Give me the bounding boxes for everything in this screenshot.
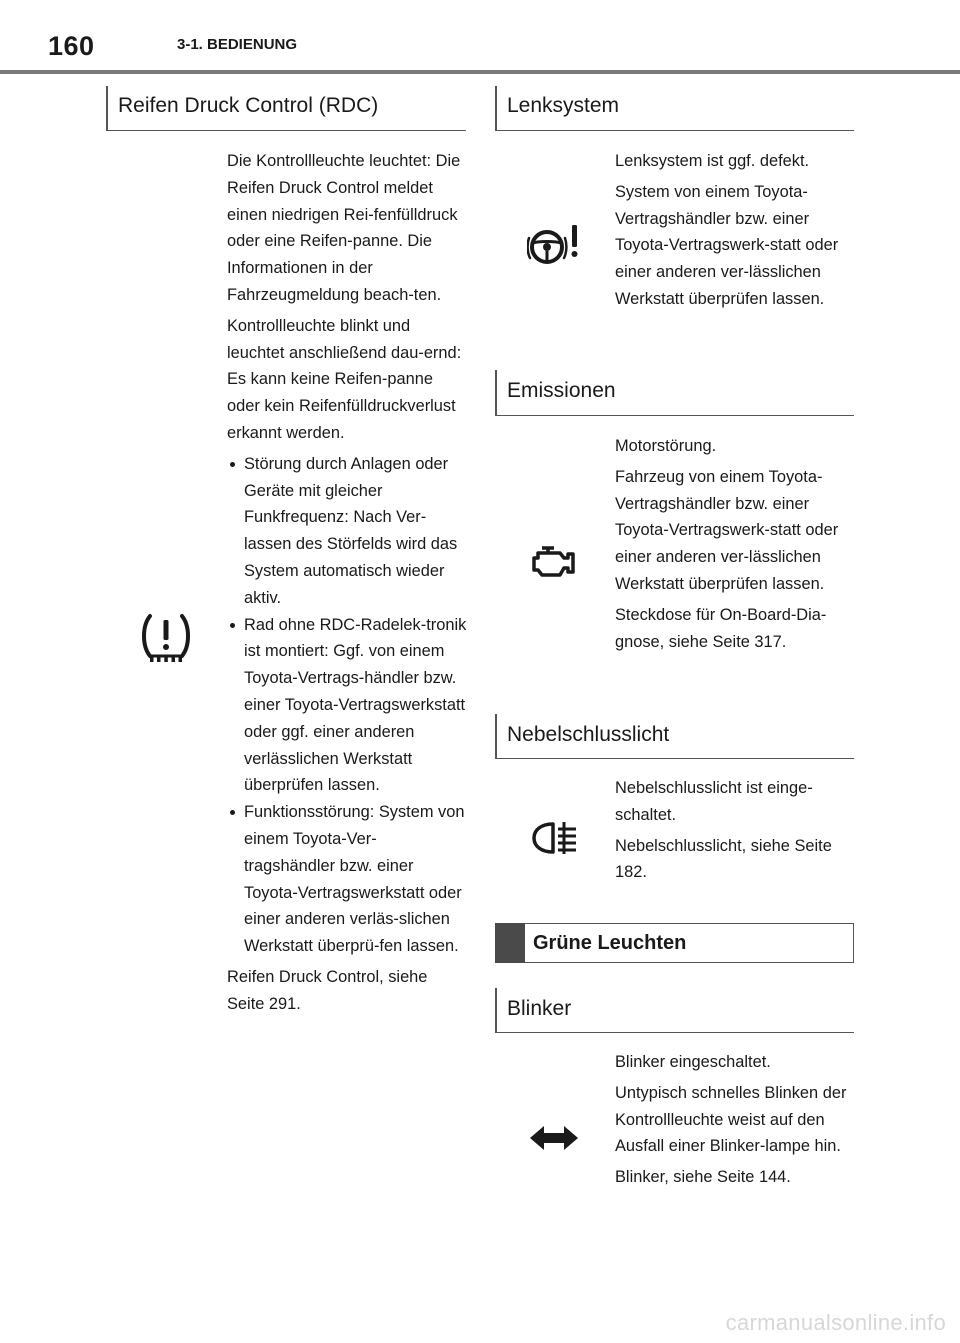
nebel-paragraph: Nebelschlusslicht, siehe Seite 182. <box>615 836 832 882</box>
rdc-heading-text: Reifen Druck Control (RDC) <box>118 94 379 117</box>
header-divider <box>0 70 960 74</box>
list-item: Rad ohne RDC-Radelek-tronik ist montiert: Ggf. von einem Toyota-Vertrags-händler bzw. einer Toyota-Vertragswerkstatt oder ggf. einer anderen verlässlichen Werkstatt überprüfen lassen. <box>227 612 467 800</box>
list-item: Störung durch Anlagen oder Geräte mit gleicher Funkfrequenz: Nach Ver-lassen des Störfelds wird das System automatisch wieder aktiv. <box>227 451 467 612</box>
page-number: 160 <box>48 31 95 61</box>
rdc-paragraph: Kontrollleuchte blinkt und leuchtet anschließend dau-ernd: Es kann keine Reifen-panne oder kein Reifenfülldruckverlust erkannt werden. <box>227 316 462 442</box>
lenksystem-paragraph: Lenksystem ist ggf. defekt. <box>615 152 810 170</box>
emissionen-paragraph: Motorstörung. <box>615 437 717 455</box>
nebel-heading-text: Nebelschlusslicht <box>507 723 670 746</box>
nebel-paragraph: Nebelschlusslicht ist einge-schaltet. <box>615 779 813 824</box>
section-marker <box>495 923 525 963</box>
section-heading-green-lights <box>495 923 854 963</box>
rear-fog-light-icon <box>531 820 579 856</box>
rdc-heading <box>106 86 466 131</box>
tire-pressure-warning-icon <box>140 612 192 664</box>
lenksystem-heading-text: Lenksystem <box>507 94 620 117</box>
engine-check-icon <box>530 545 576 579</box>
blinker-paragraph: Blinker eingeschaltet. <box>615 1053 771 1071</box>
turn-signal-arrows-icon <box>528 1124 580 1152</box>
rdc-paragraph: Die Kontrollleuchte leuchtet: Die Reifen Druck Control meldet einen niedrigen Rei-fenfülldruck oder eine Reifen-panne. Die Informationen in der Fahrzeugmeldung beach-ten. <box>227 152 461 304</box>
blinker-body <box>615 1049 847 1195</box>
list-item: Funktionsstörung: System von einem Toyota-Ver-tragshändler bzw. einer Toyota-Vertragswerkstatt oder einer anderen verläs-slichen Werkstatt überprü-fen lassen. <box>227 799 467 960</box>
blinker-heading <box>495 988 854 1033</box>
watermark: carmanualsonline.info <box>725 1310 946 1335</box>
chapter-title: 3-1. BEDIENUNG <box>177 36 298 53</box>
lenksystem-body <box>615 148 847 317</box>
rdc-bullet-list <box>227 451 467 960</box>
section-heading-text: Grüne Leuchten <box>533 932 687 954</box>
nebel-heading <box>495 714 854 759</box>
lenksystem-paragraph: System von einem Toyota-Vertragshändler bzw. einer Toyota-Vertragswerk-statt oder einer anderen ver-lässlichen Werkstatt überprüfen lassen. <box>615 182 839 308</box>
blinker-paragraph: Blinker, siehe Seite 144. <box>615 1168 791 1187</box>
emissionen-paragraph: Fahrzeug von einem Toyota-Vertragshändler bzw. einer Toyota-Vertragswerk-statt oder einer anderen ver-lässlichen Werkstatt überprüfen lassen. <box>615 467 839 593</box>
emissionen-body <box>615 433 847 659</box>
rdc-paragraph: Reifen Druck Control, siehe Seite 291. <box>227 967 428 1013</box>
blinker-paragraph: Untypisch schnelles Blinken der Kontrollleuchte weist auf den Ausfall einer Blinker-lampe hin. <box>615 1083 847 1156</box>
rdc-body <box>227 148 467 1022</box>
steering-warning-icon <box>527 222 583 268</box>
nebel-body <box>615 775 847 890</box>
blinker-heading-text: Blinker <box>507 997 572 1020</box>
emissionen-heading-text: Emissionen <box>507 379 616 402</box>
lenksystem-heading <box>495 86 854 131</box>
emissionen-heading <box>495 370 854 416</box>
emissionen-paragraph: Steckdose für On-Board-Dia-gnose, siehe Seite 317. <box>615 605 827 651</box>
